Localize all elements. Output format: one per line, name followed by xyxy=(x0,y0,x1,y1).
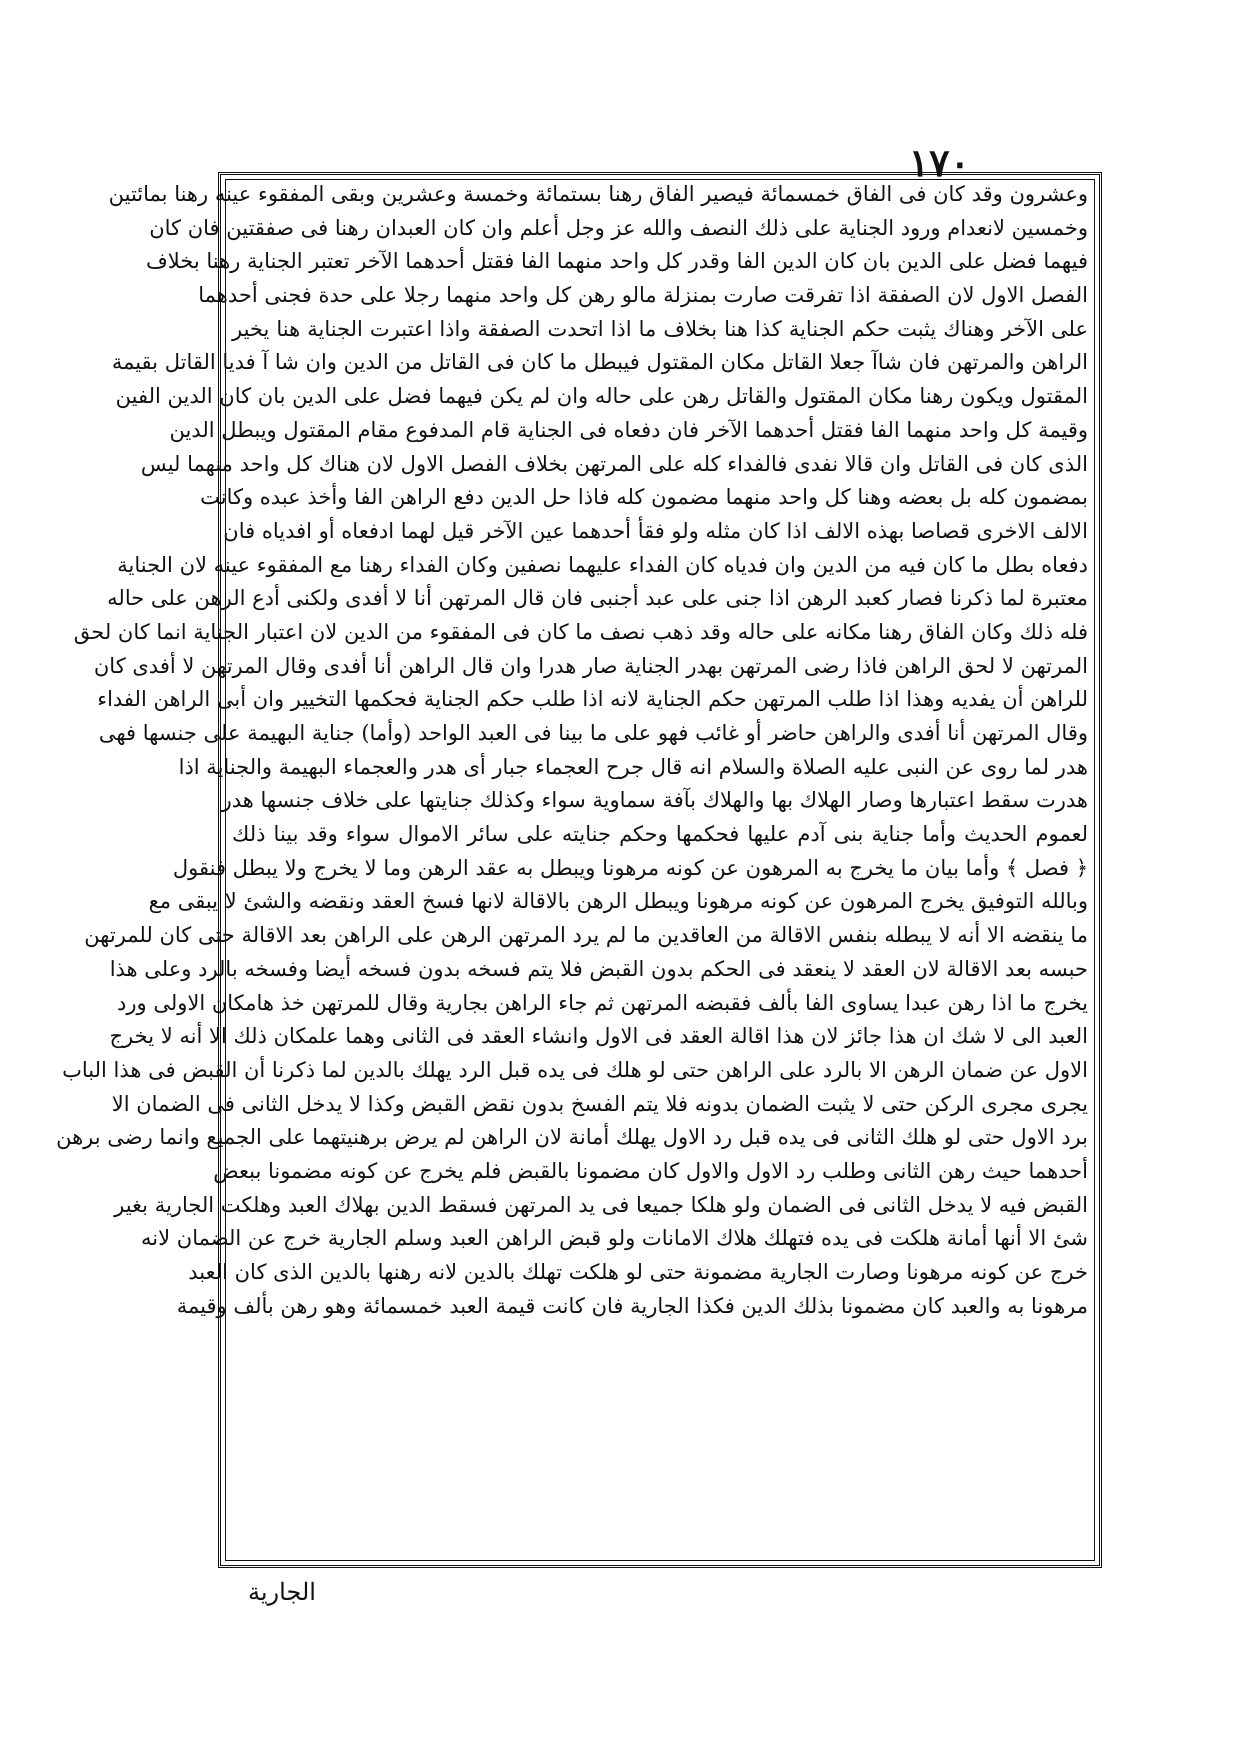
text-line: وعشرون وقد كان فى الفاق خمسمائة فيصير الفاق رهنا بستمائة وخمسة وعشرين وبقى المفقوء عينه رهنا بمائتين xyxy=(108,182,1088,206)
text-line: على الآخر وهناك يثبت حكم الجناية كذا هنا بخلاف ما اذا اتحدت الصفقة واذا اعتبرت الجناية هنا يخير xyxy=(232,316,1088,341)
text-line: الاول عن ضمان الرهن الا بالرد على الراهن حتى لو هلك فى يده قبل الرد يهلك بالدين لما ذكرنا أن القبض فى هذا الباب xyxy=(62,1057,1088,1082)
text-line: وقيمة كل واحد منهما الفا فقتل أحدهما الآخر فان دفعاه فى الجناية قام المدفوع مقام المقتول ويبطل الدين xyxy=(169,417,1088,442)
text-line: المقتول ويكون رهنا مكان المقتول والقاتل رهن على حاله وان لم يكن فيهما فضل على الدين بان كان الدين الفين xyxy=(115,384,1088,409)
page-number: ١٧٠ xyxy=(908,140,970,185)
text-line: شئ الا أنها أمانة هلكت فى يده فتهلك هلاك الامانات ولو قبض الراهن العبد وسلم الجارية خرج عن الضمان لانه xyxy=(141,1226,1088,1251)
body-text xyxy=(56,178,1094,1562)
text-line: الذى كان فى القاتل وان قالا نفدى فالفداء كله على المرتهن بخلاف الفصل الاول لان هناك كل واحد منهما ليس xyxy=(140,451,1088,476)
text-line: المرتهن لا لحق الراهن فاذا رضى المرتهن بهدر الجناية صار هدرا وان قال الراهن أنا أفدى وقال المرتهن لا أفدى كان xyxy=(93,653,1088,678)
text-line: دفعاه بطل ما كان فيه من الدين وان فدياه كان الفداء عليهما نصفين وكان الفداء رهنا مع المفقوء عينه لان الجناية xyxy=(117,552,1088,577)
text-line: الفصل الاول لان الصفقة اذا تفرقت صارت بمنزلة مالو رهن كل واحد منهما رجلا على حدة فجنى أحدهما xyxy=(198,283,1088,308)
text-line: وبالله التوفيق يخرج المرهون عن كونه مرهونا ويبطل الرهن بالاقالة لانها فسخ العقد ونقضه والشئ لا يبقى مع xyxy=(148,889,1088,914)
text-line: أحدهما حيث رهن الثانى وطلب رد الاول والاول كان مضمونا بالقبض فلم يخرج عن كونه مضمونا ببعض xyxy=(213,1158,1088,1183)
text-line: فيهما فضل على الدين بان كان الدين الفا وقدر كل واحد منهما الفا فقتل أحدهما الآخر تعتبر الجناية رهنا بخلاف xyxy=(145,249,1088,274)
text-line: لعموم الحديث وأما جناية بنى آدم عليها فحكمها وحكم جنايته على سائر الاموال سواء وقد بينا ذلك xyxy=(232,822,1088,847)
text-line: ﴿ فصل ﴾ وأما بيان ما يخرج به المرهون عن كونه مرهونا ويبطل به عقد الرهن وما لا يخرج ولا يبطل فنقول xyxy=(172,855,1088,880)
text-line: هدرت سقط اعتبارها وصار الهلاك بها والهلاك بآفة سماوية سواء وكذلك جنايتها على خلاف جنسها هدر xyxy=(221,788,1088,813)
text-line: برد الاول حتى لو هلك الثانى فى يده قبل رد الاول يهلك أمانة لان الراهن لم يرض برهنيتهما على الجميع وانما رضى برهن xyxy=(56,1125,1088,1150)
text-line: مرهونا به والعبد كان مضمونا بذلك الدين فكذا الجارية فان كانت قيمة العبد خمسمائة وهو رهن بألف وقيمة xyxy=(176,1293,1088,1318)
text-line: يجرى مجرى الركن حتى لا يثبت الضمان بدونه فلا يتم الفسخ بدون نقض القبض وكذا لا يدخل الثانى فى الضمان الا xyxy=(111,1091,1088,1116)
text-line: القبض فيه لا يدخل الثانى فى الضمان ولو هلكا جميعا فى يد المرتهن فسقط الدين بهلاك العبد وهلكت الجارية بغير xyxy=(114,1192,1088,1217)
text-line: الالف الاخرى قصاصا بهذه الالف اذا كان مثله ولو فقأ أحدهما عين الآخر قيل لهما ادفعاه أو افدياه فان xyxy=(223,518,1088,543)
text-line: حبسه بعد الاقالة لان العقد لا ينعقد فى الحكم بدون القبض فلا يتم فسخه بدون فسخه أيضا وفسخه بالرد وعلى هذا xyxy=(109,956,1088,981)
catchword: الجارية xyxy=(248,1578,316,1606)
text-line: وخمسين لانعدام ورود الجناية على ذلك النصف والله عز وجل أعلم وان كان العبدان رهنا فى صفقتين فان كان xyxy=(149,215,1088,240)
text-line: معتبرة لما ذكرنا فصار كعبد الرهن اذا جنى على عبد أجنبى فان قال المرتهن أنا لا أفدى ولكنى أدع الرهن على حاله xyxy=(107,586,1088,611)
text-line: الراهن والمرتهن فان شاآ جعلا القاتل مكان المقتول فيبطل ما كان فى القاتل من الدين وان شا آ فديا القاتل بقيمة xyxy=(111,350,1088,375)
text-line: العبد الى لا شك ان هذا جائز لان هذا اقالة العقد فى الاول وانشاء العقد فى الثانى وهما علمكان ذلك الا أنه لا يخرج xyxy=(109,1024,1088,1049)
text-line: للراهن أن يفديه وهذا اذا طلب المرتهن حكم الجناية لانه اذا طلب حكم الجناية فحكمها التخيير وان أبى الراهن الفداء xyxy=(97,687,1088,712)
text-line: خرج عن كونه مرهونا وصارت الجارية مضمونة حتى لو هلكت تهلك بالدين لانه رهنها بالدين الذى كان العبد xyxy=(188,1260,1088,1284)
text-line: فله ذلك وكان الفاق رهنا مكانه على حاله وقد ذهب نصف ما كان فى المفقوء من الدين لان اعتبار الجناية انما كان لحق xyxy=(73,619,1088,644)
text-line: بمضمون كله بل بعضه وهنا كل واحد منهما مضمون كله فاذا حل الدين دفع الراهن الفا وأخذ عبده وكانت xyxy=(200,485,1088,510)
text-line: ما ينقضه الا أنه لا يبطله بنفس الاقالة من العاقدين ما لم يرد المرتهن الرهن على الراهن بعد الاقالة حتى كان للمرتهن xyxy=(84,923,1088,948)
text-line: هدر لما روى عن النبى عليه الصلاة والسلام انه قال جرح العجماء جبار أى هدر والعجماء البهيمة والجناية اذا xyxy=(178,754,1088,779)
text-line: وقال المرتهن أنا أفدى والراهن حاضر أو غائب فهو على ما بينا فى العبد الواحد (وأما) جناية البهيمة على جنسها فهى xyxy=(98,721,1088,745)
text-line: يخرج ما اذا رهن عبدا يساوى الفا بألف فقبضه المرتهن ثم جاء الراهن بجارية وقال للمرتهن خذ هامكان الاولى ورد xyxy=(117,990,1088,1015)
